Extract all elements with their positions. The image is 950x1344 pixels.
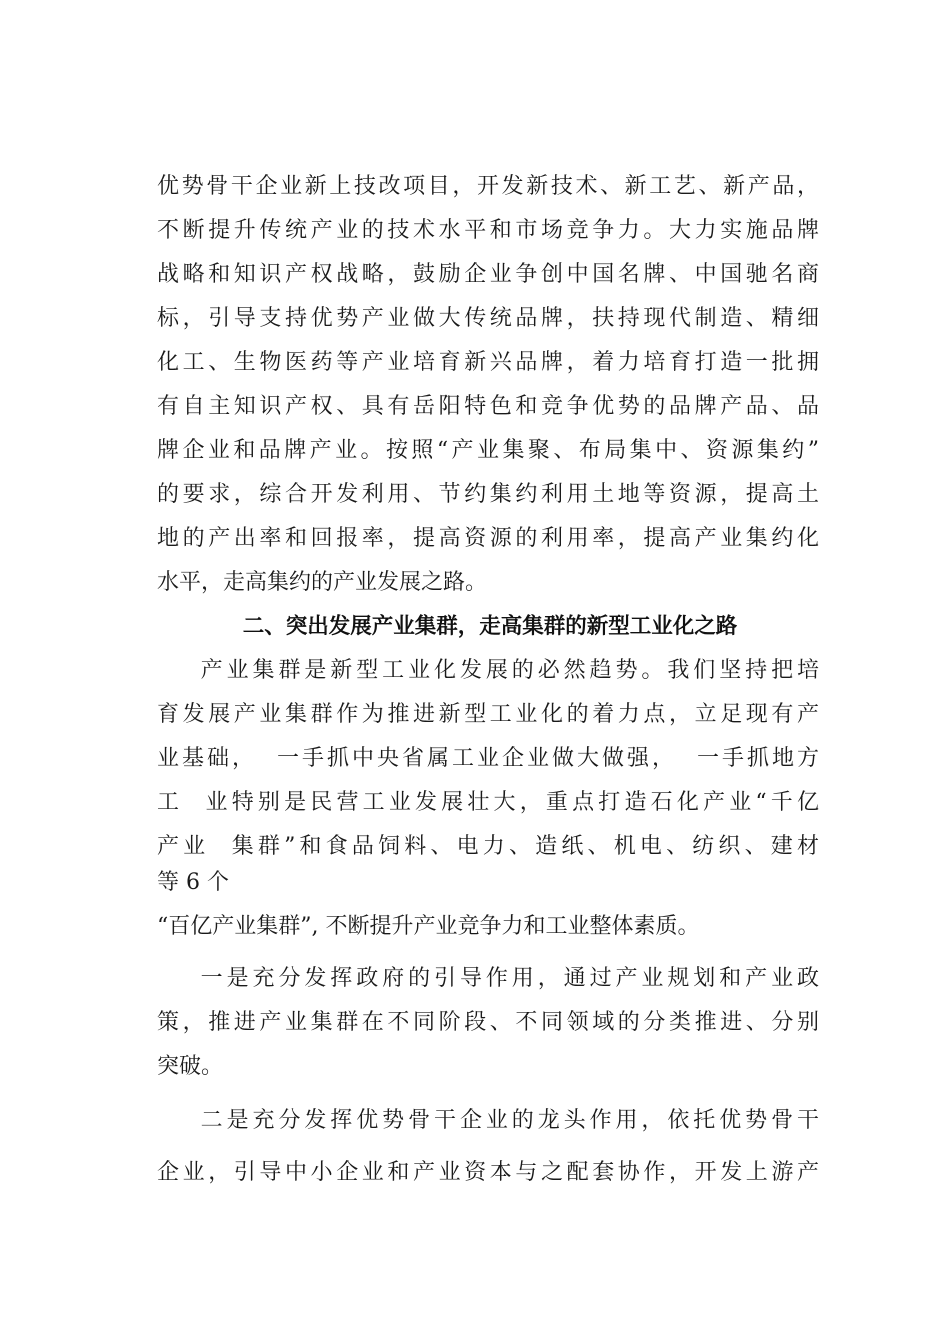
paragraph-line: 二是充分发挥优势骨干企业的龙头作用，依托优势骨干: [157, 1108, 819, 1133]
paragraph-line: 突破。: [157, 1054, 224, 1079]
paragraph-line: 地的产出率和回报率，提高资源的利用率，提高产业集约化: [157, 526, 819, 551]
paragraph-line: 战略和知识产权战略，鼓励企业争创中国名牌、中国驰名商: [157, 262, 819, 287]
paragraph-line: 不断提升传统产业的技术水平和市场竞争力。大力实施品牌: [157, 218, 819, 243]
paragraph-line: 产业集群是新型工业化发展的必然趋势。我们坚持把培: [157, 658, 819, 683]
paragraph-line: 育发展产业集群作为推进新型工业化的着力点，立足现有产: [157, 702, 819, 727]
paragraph-line: 一是充分发挥政府的引导作用，通过产业规划和产业政: [157, 966, 819, 991]
paragraph-line: 牌企业和品牌产业。按照“产业集聚、布局集中、资源集约”: [157, 438, 819, 463]
paragraph-line: 优势骨干企业新上技改项目，开发新技术、新工艺、新产品，: [157, 174, 819, 199]
paragraph-line: 化工、生物医药等产业培育新兴品牌，着力培育打造一批拥: [157, 350, 819, 375]
section-heading: 二、突出发展产业集群，走高集群的新型工业化之路: [242, 614, 738, 639]
paragraph-line: 产业 集群”和食品饲料、电力、造纸、机电、纺织、建材: [157, 834, 819, 859]
paragraph-line: 策，推进产业集群在不同阶段、不同领域的分类推进、分别: [157, 1010, 819, 1035]
paragraph-line: 水平，走高集约的产业发展之路。: [157, 570, 488, 595]
paragraph-line: 的要求，综合开发利用、节约集约利用土地等资源，提高土: [157, 482, 819, 507]
paragraph-line: 业基础， 一手抓中央省属工业企业做大做强， 一手抓地方: [157, 746, 819, 771]
paragraph-line: 企业，引导中小企业和产业资本与之配套协作，开发上游产: [157, 1160, 819, 1185]
paragraph-line: 有自主知识产权、具有岳阳特色和竞争优势的品牌产品、品: [157, 394, 819, 419]
paragraph-line: 等 6 个: [157, 870, 229, 895]
paragraph-line: “百亿产业集群”, 不断提升产业竞争力和工业整体素质。: [157, 914, 700, 939]
paragraph-line: 工 业特别是民营工业发展壮大，重点打造石化产业“千亿: [157, 790, 819, 815]
paragraph-line: 标，引导支持优势产业做大传统品牌，扶持现代制造、精细: [157, 306, 819, 331]
